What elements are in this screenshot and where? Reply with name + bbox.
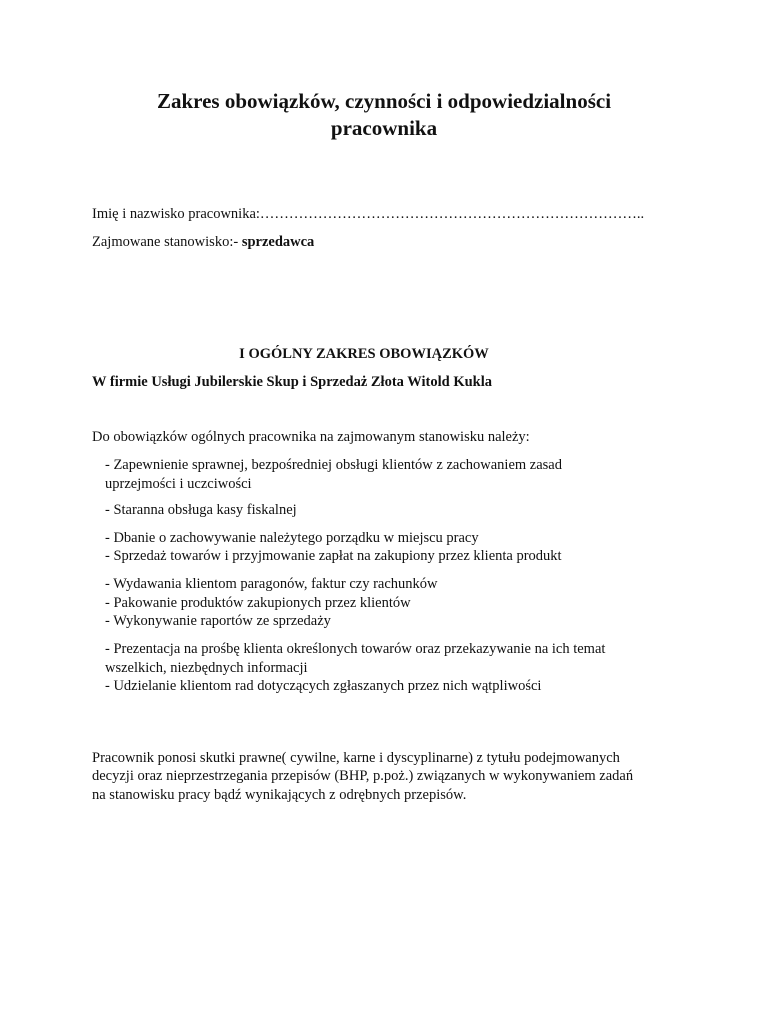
duty-item-continuation: wszelkich, niezbędnych informacji bbox=[105, 660, 308, 676]
duty-item: - Prezentacja na prośbę klienta określonych towarów oraz przekazywanie na ich temat bbox=[105, 641, 606, 657]
closing-paragraph-line: decyzji oraz nieprzestrzegania przepisów (BHP, p.poż.) związanych w wykonywaniem zadań bbox=[92, 768, 634, 784]
section-heading: I OGÓLNY ZAKRES OBOWIĄZKÓW bbox=[239, 346, 489, 362]
position-label: Zajmowane stanowisko:- bbox=[92, 234, 242, 250]
duty-item: - Dbanie o zachowywanie należytego porządku w miejscu pracy bbox=[105, 530, 479, 546]
duty-item: - Pakowanie produktów zakupionych przez klientów bbox=[105, 595, 411, 611]
duty-item: - Wykonywanie raportów ze sprzedaży bbox=[105, 613, 331, 629]
company-line: W firmie Usługi Jubilerskie Skup i Sprzedaż Złota Witold Kukla bbox=[92, 374, 493, 390]
employee-name-row bbox=[92, 205, 644, 224]
duty-item: - Zapewnienie sprawnej, bezpośredniej obsługi klientów z zachowaniem zasad bbox=[105, 457, 562, 473]
closing-paragraph-line: na stanowisku pracy bądź wynikających z odrębnych przepisów. bbox=[92, 787, 467, 803]
position-row bbox=[92, 233, 314, 252]
document-title-line-1: Zakres obowiązków, czynności i odpowiedzialności bbox=[156, 89, 612, 113]
closing-paragraph-line: Pracownik ponosi skutki prawne( cywilne, karne i dyscyplinarne) z tytułu podejmowanych bbox=[92, 750, 620, 766]
duty-item: - Sprzedaż towarów i przyjmowanie zapłat na zakupiony przez klienta produkt bbox=[105, 548, 562, 564]
employee-name-label: Imię i nazwisko pracownika: bbox=[92, 206, 260, 222]
duties-intro: Do obowiązków ogólnych pracownika na zajmowanym stanowisku należy: bbox=[92, 429, 530, 445]
position-value: sprzedawca bbox=[241, 234, 315, 250]
duty-item: - Staranna obsługa kasy fiskalnej bbox=[105, 502, 297, 518]
document-title-line-2: pracownika bbox=[330, 116, 438, 140]
duty-item: - Wydawania klientom paragonów, faktur czy rachunków bbox=[105, 576, 438, 592]
duty-item-continuation: uprzejmości i uczciwości bbox=[105, 476, 252, 492]
employee-name-field: …………………………………………………………………….. bbox=[259, 206, 645, 222]
duty-item: - Udzielanie klientom rad dotyczących zgłaszanych przez nich wątpliwości bbox=[105, 678, 542, 694]
